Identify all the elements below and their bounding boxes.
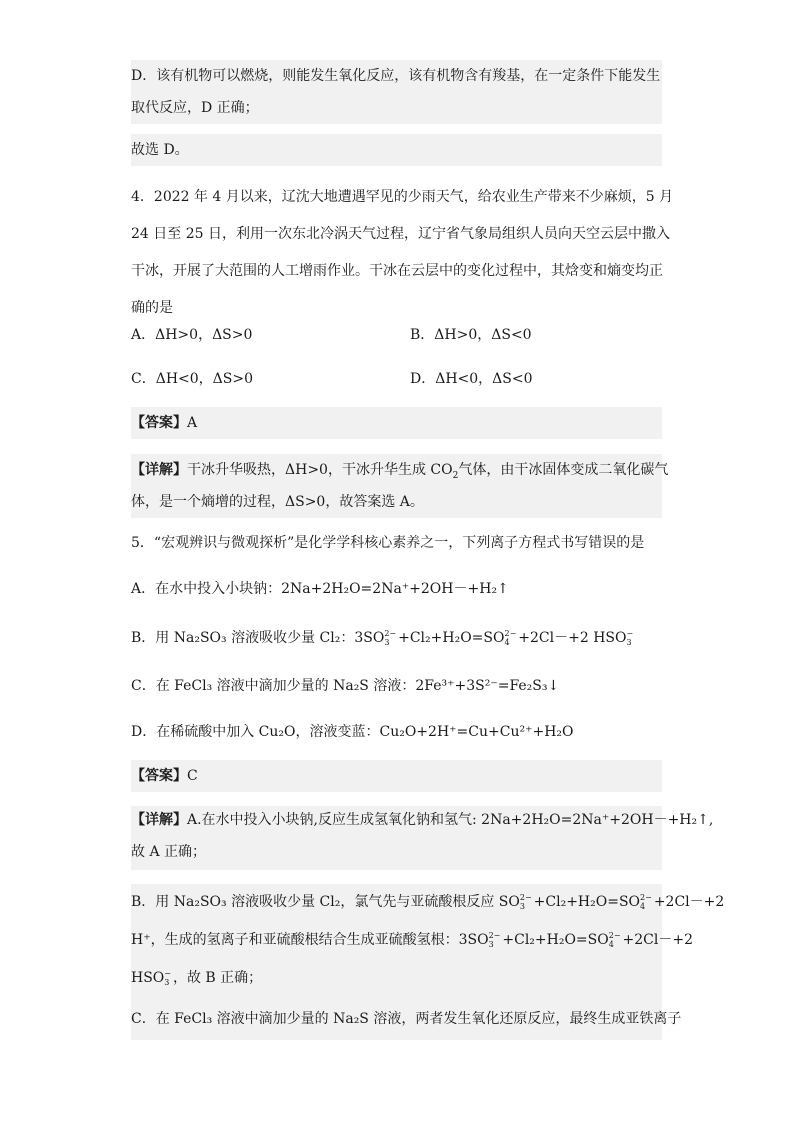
q4-options-row1 <box>131 319 662 351</box>
q4-stem-line4: 确的是 <box>131 300 173 316</box>
so4-ion-script: 2− 4 <box>608 931 621 949</box>
q5-option-b-part3: +2Cl－+2 HSO <box>518 630 627 646</box>
q5-stem: 5．“宏观辨识与微观探析”是化学学科核心素养之一，下列离子方程式书写错误的是 <box>131 535 645 551</box>
q4-option-c: C．ΔH<0，ΔS>0 <box>131 371 254 387</box>
q3-choose: 故选 D。 <box>131 142 189 158</box>
q4-option-d: D．ΔH<0，ΔS<0 <box>410 371 533 387</box>
q5-detail-line3: B．用 Na₂SO₃ 溶液吸收少量 Cl₂，氯气先与亚硫酸根反应 SO 2− 3 +Cl₂+H₂O=SO 2− 4 +2Cl－+2 <box>131 893 725 911</box>
q4-options-row2 <box>131 363 662 395</box>
q5-answer-label: 【答案】 <box>131 768 187 784</box>
hso3-ion-script: − 3 <box>626 629 634 647</box>
q5-detail-line4: H⁺，生成的氢离子和亚硫酸根结合生成亚硫酸氢根：3SO 2− 3 +Cl₂+H₂O=SO 2− 4 +2Cl－+2 <box>131 931 694 949</box>
so3-ion-script: 2− 3 <box>488 931 501 949</box>
q5-detail-b-block <box>131 884 725 1040</box>
so3-ion-script: 2− 3 <box>519 893 532 911</box>
q5-stem-block <box>131 527 662 559</box>
q5-option-d-block <box>131 716 662 748</box>
q5-detail-line6: C．在 FeCl₃ 溶液中滴加少量的 Na₂S 溶液，两者发生氧化还原反应，最终生成亚铁离子 <box>131 1011 682 1027</box>
q4-option-b: B．ΔH>0，ΔS<0 <box>410 327 532 343</box>
q5-option-a: A．在水中投入小块钠：2Na+2H₂O=2Na⁺+2OH－+H₂↑ <box>131 581 509 597</box>
q4-detail-block <box>131 454 669 518</box>
q5-detail-line1: A.在水中投入小块钠,反应生成氢氧化钠和氢气: 2Na+2H₂O=2Na⁺+2OH－+H₂↑, <box>187 812 714 828</box>
q4-answer-label: 【答案】 <box>131 415 187 431</box>
q4-option-a: A．ΔH>0，ΔS>0 <box>131 327 253 343</box>
q4-stem-line2: 24 日至 25 日，利用一次东北冷涡天气过程，辽宁省气象局组织人员向天空云层中撒入 <box>131 226 670 242</box>
q3-option-d-line1: D．该有机物可以燃烧，则能发生氧化反应，该有机物含有羧基，在一定条件下能发生 <box>131 68 661 84</box>
q4-detail-label: 【详解】 <box>131 462 187 478</box>
so3-ion-script: 2− 3 <box>384 629 397 647</box>
so4-ion-script: 2− 4 <box>504 629 517 647</box>
q5-option-b-part2: +Cl₂+H₂O=SO <box>398 630 505 646</box>
hso3-ion-script: − 3 <box>164 969 171 987</box>
q5-detail-block <box>131 806 714 870</box>
q4-detail-sub: 2 <box>452 470 459 481</box>
q5-detail-line2: 故 A 正确； <box>131 844 207 860</box>
q3-choose-block <box>131 134 662 166</box>
q4-answer-block <box>131 407 662 439</box>
q4-detail-line1-a: 干冰升华吸热，ΔH>0，干冰升华生成 CO <box>187 462 453 478</box>
q3-option-d-line2: 取代反应，D 正确； <box>131 100 259 116</box>
q5-option-a-block <box>131 573 662 605</box>
so4-ion-script: 2− 4 <box>640 893 652 911</box>
q5-option-b-part1: B．用 Na₂SO₃ 溶液吸收少量 Cl₂：3SO <box>131 630 385 646</box>
q5-option-d: D．在稀硫酸中加入 Cu₂O，溶液变蓝：Cu₂O+2H⁺=Cu+Cu²⁺+H₂O <box>131 724 574 740</box>
q4-detail-line2: 体，是一个熵增的过程，ΔS>0，故答案选 A。 <box>131 494 424 510</box>
q5-option-c: C．在 FeCl₃ 溶液中滴加少量的 Na₂S 溶液：2Fe³⁺+3S²⁻=Fe₂S₃↓ <box>131 678 560 694</box>
q5-detail-label: 【详解】 <box>131 812 187 828</box>
q4-stem <box>131 179 674 327</box>
q5-option-b-block <box>131 622 662 654</box>
q5-answer-value: C <box>187 768 198 784</box>
q4-answer-value: A <box>187 415 198 431</box>
q5-option-b <box>131 622 662 654</box>
q5-option-c-block <box>131 670 662 702</box>
q5-detail-line5: HSO − 3 ，故 B 正确； <box>131 969 263 987</box>
q4-stem-line3: 干冰，开展了大范围的人工增雨作业。干冰在云层中的变化过程中，其焓变和熵变均正 <box>131 263 663 279</box>
q4-detail-line1-b: 气体，由干冰固体变成二氧化碳气 <box>458 462 669 478</box>
q4-stem-line1: 4．2022 年 4 月以来，辽沈大地遭遇罕见的少雨天气，给农业生产带来不少麻烦，5 月 <box>131 189 674 205</box>
q3-option-d-block <box>131 60 662 124</box>
q5-answer-block <box>131 760 662 792</box>
